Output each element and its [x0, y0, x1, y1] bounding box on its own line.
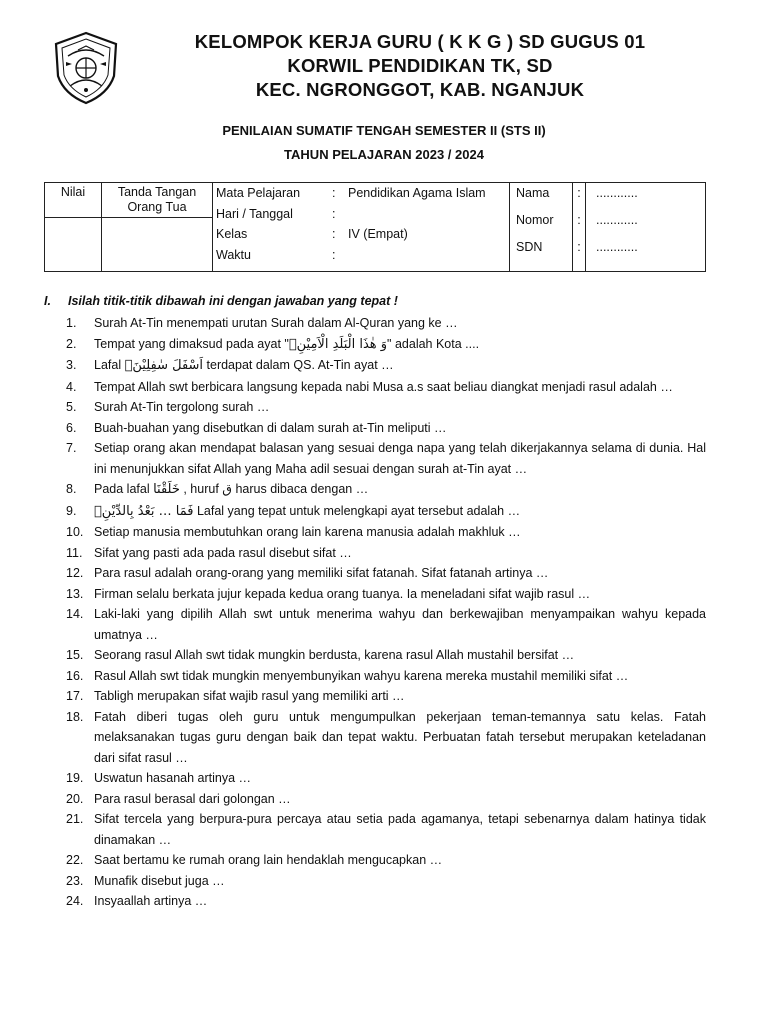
question-text: Tabligh merupakan sifat wajib rasul yang memiliki arti …	[94, 689, 405, 703]
name-label: Nama	[516, 186, 550, 200]
question-item	[66, 522, 706, 543]
question-text	[94, 334, 706, 356]
student-labels-cell	[510, 183, 573, 272]
name-field[interactable]: ............	[596, 186, 638, 200]
question-number: 13.	[66, 586, 84, 601]
question-number: 3.	[66, 358, 77, 372]
parent-signature-header: Tanda Tangan Orang Tua	[102, 183, 213, 218]
question-number: 24.	[66, 894, 84, 908]
question-number: 22.	[66, 853, 84, 867]
question-number: 10.	[66, 525, 84, 539]
question-item	[66, 418, 706, 439]
date-row: Hari / Tanggal :	[213, 204, 509, 225]
regency-emblem-icon	[48, 30, 124, 106]
question-number: 16.	[66, 668, 84, 683]
question-text: Rasul Allah swt tidak mungkin menyembunyikan wahyu karena mereka mustahil memiliki sifat …	[94, 668, 629, 683]
question-item	[66, 584, 706, 605]
question-item	[66, 479, 706, 501]
question-item	[66, 686, 706, 707]
question-text: Insyaallah artinya …	[94, 894, 208, 908]
question-number: 8.	[66, 482, 77, 496]
question-number: 20.	[66, 791, 84, 806]
question-text: Laki-laki yang dipilih Allah swt untuk menerima wahyu dan berkewajiban menyampaikan wahyu kepada umatnya …	[94, 607, 706, 642]
question-text-part: Tempat yang dimaksud pada ayat "	[94, 336, 289, 351]
number-label: Nomor	[516, 213, 554, 227]
question-text-part: Pada lafal	[94, 482, 154, 496]
question-number: 5.	[66, 400, 77, 414]
letterhead-line-1: KELOMPOK KERJA GURU ( K K G ) SD GUGUS 01	[194, 31, 646, 52]
question-text: Seorang rasul Allah swt tidak mungkin berdusta, karena rasul Allah mustahil bersifat …	[94, 648, 575, 662]
question-text	[94, 501, 706, 523]
school-field[interactable]: ............	[596, 240, 638, 254]
question-item	[66, 543, 706, 564]
question-number: 19.	[66, 771, 84, 785]
letterhead-line-3: KEC. NGRONGGOT, KAB. NGANJUK	[255, 79, 585, 100]
subject-info-cell	[213, 183, 510, 272]
question-text: Buah-buahan yang disebutkan di dalam surah at-Tin meliputi …	[94, 420, 447, 435]
question-item	[66, 666, 706, 687]
question-number: 7.	[66, 441, 77, 455]
section-instruction: Isilah titik-titik dibawah ini dengan jawaban yang tepat !	[68, 294, 398, 308]
question-text	[94, 355, 706, 377]
question-list	[66, 313, 706, 912]
time-row: Waktu :	[213, 245, 509, 266]
letterhead	[130, 30, 710, 102]
question-text: Munafik disebut juga …	[94, 873, 225, 888]
question-text: Setiap orang akan mendapat balasan yang sesuai denga napa yang telah dikerjakannya selama di dunia. Hal ini menunjukkan sifat Allah yang Maha adil sesuai dengan surah at-Tin ayat …	[94, 441, 706, 476]
question-item	[66, 891, 706, 912]
arabic-verse: فَمَا … بَعْدُ بِالدِّيْنِۗ	[94, 503, 194, 519]
question-item	[66, 789, 706, 810]
question-number: 1.	[66, 316, 77, 330]
question-text-part: , huruf ق harus dibaca dengan …	[179, 482, 369, 496]
subject-value: Pendidikan Agama Islam	[348, 186, 486, 200]
question-text-part: terdapat dalam QS. At-Tin ayat …	[203, 358, 394, 372]
question-item	[66, 645, 706, 666]
question-item	[66, 604, 706, 645]
question-text: Uswatun hasanah artinya …	[94, 771, 252, 785]
question-number: 14.	[66, 607, 84, 621]
student-identity-table	[44, 182, 706, 272]
question-text-part: " adalah Kota ....	[387, 336, 480, 351]
subject-row: Mata Pelajaran : Pendidikan Agama Islam	[213, 183, 509, 204]
question-text: Surah At-Tin menempati urutan Surah dalam Al-Quran yang ke …	[94, 316, 458, 330]
question-item	[66, 871, 706, 892]
question-item	[66, 377, 706, 398]
question-number: 15.	[66, 648, 84, 662]
question-item	[66, 397, 706, 418]
question-item	[66, 501, 706, 523]
question-number: 18.	[66, 709, 84, 724]
question-text: Surah At-Tin tergolong surah …	[94, 400, 270, 414]
arabic-verse: اَسْفَلَ سٰفِلِيْنَۙ	[124, 358, 204, 373]
question-text: Para rasul berasal dari golongan …	[94, 791, 291, 806]
question-text: Fatah diberi tugas oleh guru untuk mengumpulkan pekerjaan teman-temannya satu kelas. Fatah melaksanakan tugas guru dengan baik dan tepat waktu. Perbuatan fatah tersebut merupakan keteladanan dari sifat rasul …	[94, 709, 706, 765]
arabic-verse: خَلَقْنَا	[153, 482, 180, 497]
question-item	[66, 355, 706, 377]
question-number: 9.	[66, 503, 77, 518]
subject-label: Mata Pelajaran	[216, 186, 301, 200]
question-text: Firman selalu berkata jujur kepada kedua orang tuanya. Ia meneladani sifat wajib rasul …	[94, 586, 591, 601]
exam-title: PENILAIAN SUMATIF TENGAH SEMESTER II (STS II)	[222, 123, 546, 138]
question-item	[66, 768, 706, 789]
question-number: 23.	[66, 873, 84, 888]
number-field[interactable]: ............	[596, 213, 638, 227]
colon-column: : : :	[573, 183, 586, 272]
question-text: Saat bertamu ke rumah orang lain hendaklah mengucapkan …	[94, 853, 443, 867]
question-item	[66, 334, 706, 356]
section-number: I.	[44, 294, 51, 308]
question-text: Setiap manusia membutuhkan orang lain karena manusia adalah makhluk …	[94, 525, 521, 539]
class-label: Kelas	[216, 227, 248, 241]
question-number: 17.	[66, 689, 84, 703]
question-number: 21.	[66, 812, 84, 826]
school-label: SDN	[516, 240, 543, 254]
student-values-cell	[586, 183, 706, 272]
score-box[interactable]	[45, 218, 102, 272]
question-item	[66, 438, 706, 479]
question-text: Sifat yang pasti ada pada rasul disebut sifat …	[94, 545, 352, 560]
question-number: 4.	[66, 379, 77, 394]
question-text-part: Lafal yang tepat untuk melengkapi ayat tersebut adalah …	[193, 503, 521, 518]
class-value: IV (Empat)	[348, 227, 408, 241]
question-item	[66, 850, 706, 871]
class-row: Kelas : IV (Empat)	[213, 224, 509, 245]
signature-box[interactable]	[102, 218, 213, 272]
time-label: Waktu	[216, 247, 251, 262]
question-item	[66, 563, 706, 584]
question-item	[66, 809, 706, 850]
question-number: 11.	[66, 545, 83, 560]
question-text-part: Lafal	[94, 358, 125, 372]
question-number: 6.	[66, 420, 77, 435]
section-heading	[44, 294, 398, 308]
question-number: 2.	[66, 336, 77, 351]
question-text: Tempat Allah swt berbicara langsung kepada nabi Musa a.s saat beliau diangkat menjadi rasul adalah …	[94, 379, 673, 394]
arabic-verse: وَ هٰذَا الْبَلَدِ الْاَمِيْنِۙ	[288, 336, 388, 352]
question-text	[94, 479, 706, 501]
question-text: Para rasul adalah orang-orang yang memiliki sifat fatanah. Sifat fatanah artinya …	[94, 566, 549, 580]
question-item	[66, 707, 706, 769]
question-item	[66, 313, 706, 334]
question-number: 12.	[66, 566, 84, 580]
letterhead-line-2: KORWIL PENDIDIKAN TK, SD	[287, 55, 553, 76]
nilai-header: Nilai	[45, 183, 102, 218]
question-text: Sifat tercela yang berpura-pura percaya atau setia pada agamanya, tetapi sebenarnya dalam hatinya tidak dinamakan …	[94, 812, 706, 847]
exam-year: TAHUN PELAJARAN 2023 / 2024	[284, 147, 484, 162]
date-label: Hari / Tanggal	[216, 206, 293, 221]
